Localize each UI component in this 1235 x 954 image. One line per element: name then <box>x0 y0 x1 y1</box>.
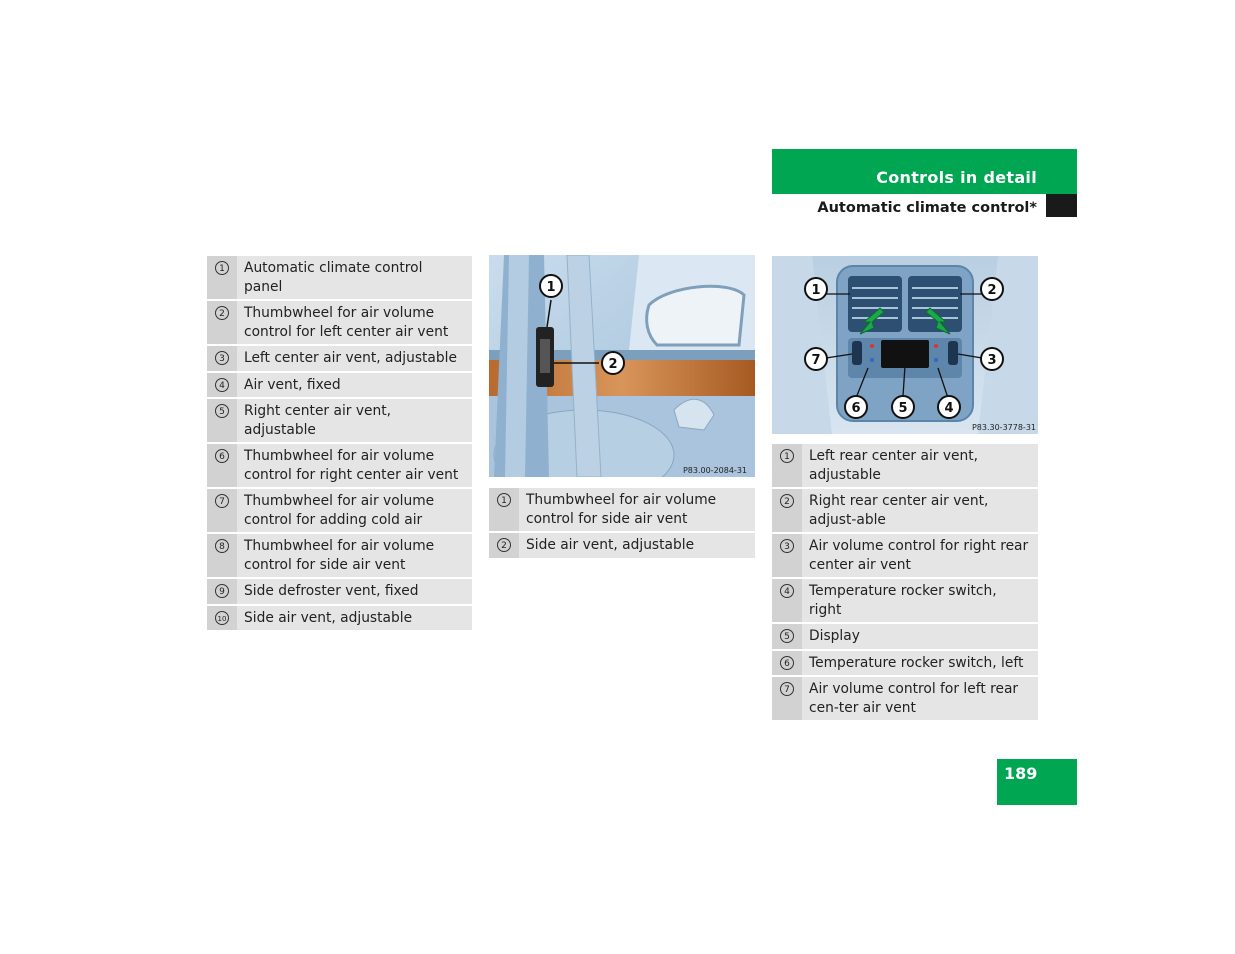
legend-row <box>772 489 1038 534</box>
callout-label: 1 <box>811 283 821 298</box>
figure-rear-panel <box>772 256 1038 434</box>
legend-row <box>772 534 1038 579</box>
callout-number: 6 <box>215 449 229 463</box>
legend-row <box>489 488 755 533</box>
legend-text: Thumbwheel for air volume control for left center air vent <box>244 305 449 340</box>
legend-row <box>772 624 1038 651</box>
page-number-box <box>997 759 1077 805</box>
legend-text: Left center air vent, adjustable <box>244 350 457 366</box>
rear-panel-illustration <box>772 256 1038 434</box>
figure-side-vent <box>489 255 755 477</box>
legend-text: Thumbwheel for air volume control for adding cold air <box>244 493 435 528</box>
callout-label: 5 <box>898 401 908 416</box>
callout-number: 5 <box>215 404 229 418</box>
legend-text: Thumbwheel for air volume control for side air vent <box>526 492 717 527</box>
legend-text: Side air vent, adjustable <box>244 609 413 626</box>
section-title: Controls in detail <box>876 168 1037 187</box>
callout-number: 9 <box>215 584 229 598</box>
legend-row <box>207 444 472 489</box>
callout-number: 3 <box>780 539 794 553</box>
callout-number: 3 <box>215 351 229 365</box>
subsection-title: Automatic climate control* <box>817 200 1037 216</box>
callout-label: 3 <box>987 353 997 368</box>
callout-number: 2 <box>780 494 794 508</box>
legend-text: Side air vent, adjustable <box>526 537 695 553</box>
legend-text: Thumbwheel for air volume control for right center air vent <box>244 448 459 483</box>
legend-row <box>772 579 1038 624</box>
callout-number: 1 <box>780 449 794 463</box>
legend-text: Temperature rocker switch, left <box>809 654 1024 671</box>
callout-number: 5 <box>780 629 794 643</box>
callout-number: 1 <box>497 493 511 507</box>
legend-text: Temperature rocker switch, right <box>809 583 997 618</box>
legend-row <box>489 533 755 560</box>
legend-row <box>207 399 472 444</box>
figure-code: P83.30-3778-31 <box>971 423 1036 432</box>
callout-number: 6 <box>780 656 794 670</box>
legend-right <box>772 444 1038 722</box>
legend-left <box>207 256 472 632</box>
callout-label: 7 <box>811 353 821 368</box>
legend-row <box>207 346 472 373</box>
legend-text: Right rear center air vent, adjust-able <box>809 493 989 528</box>
legend-text: Air vent, fixed <box>244 376 341 393</box>
callout-number: 1 <box>215 261 229 275</box>
figure-code: P83.00-2084-31 <box>682 466 747 475</box>
thumb-tab <box>1046 194 1077 217</box>
page-number: 189 <box>1004 764 1038 783</box>
callout-number: 10 <box>215 611 229 625</box>
callout-label: 6 <box>851 401 861 416</box>
callout-label: 2 <box>608 357 618 372</box>
legend-text: Right center air vent, adjustable <box>244 403 392 438</box>
callout-label: 2 <box>987 283 997 298</box>
section-header <box>772 149 1077 194</box>
legend-row <box>207 606 472 633</box>
legend-row <box>772 444 1038 489</box>
legend-row <box>207 579 472 606</box>
legend-middle <box>489 488 755 560</box>
callout-number: 2 <box>497 538 511 552</box>
callout-label: 1 <box>546 280 556 295</box>
callout-number: 8 <box>215 539 229 553</box>
legend-row <box>772 651 1038 678</box>
legend-row <box>207 489 472 534</box>
legend-text: Automatic climate control panel <box>244 260 423 295</box>
legend-text: Left rear center air vent, adjustable <box>809 448 979 483</box>
legend-text: Side defroster vent, fixed <box>244 583 419 599</box>
callout-number: 4 <box>215 378 229 392</box>
legend-row <box>207 373 472 400</box>
legend-text: Air volume control for left rear cen-ter air vent <box>809 681 1019 716</box>
legend-text: Thumbwheel for air volume control for side air vent <box>244 538 435 573</box>
legend-text: Air volume control for right rear center air vent <box>809 538 1029 573</box>
legend-row <box>207 301 472 346</box>
callout-number: 7 <box>215 494 229 508</box>
callout-number: 7 <box>780 682 794 696</box>
legend-row <box>772 677 1038 722</box>
side-vent-illustration <box>489 255 755 477</box>
legend-row <box>207 256 472 301</box>
callout-number: 2 <box>215 306 229 320</box>
callout-label: 4 <box>944 401 954 416</box>
callout-number: 4 <box>780 584 794 598</box>
legend-row <box>207 534 472 579</box>
legend-text: Display <box>809 628 860 644</box>
